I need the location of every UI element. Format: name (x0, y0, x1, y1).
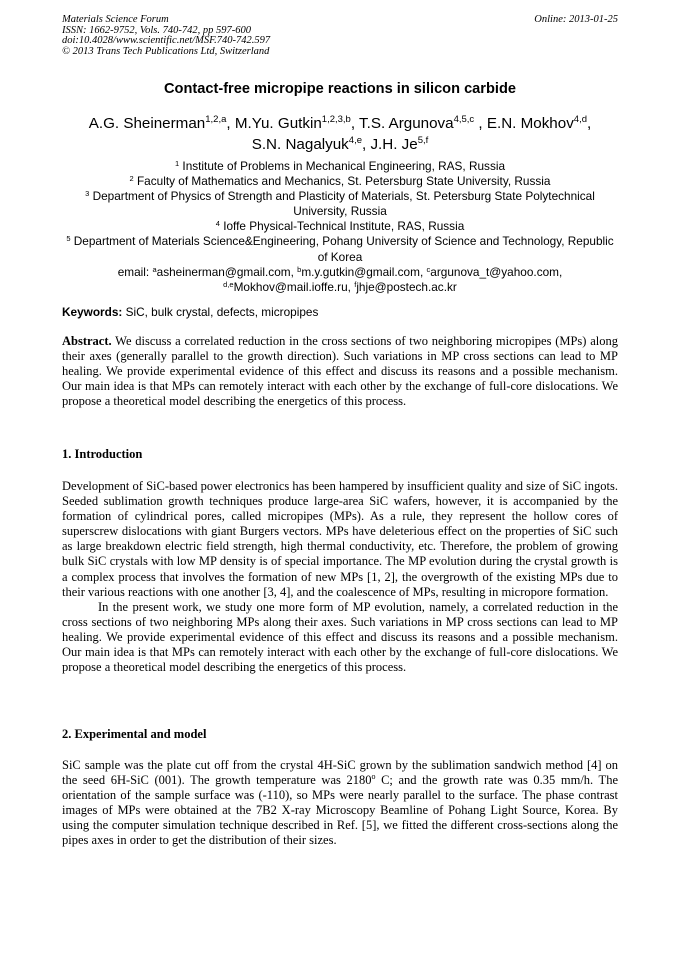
journal-header (62, 15, 618, 57)
email-sup: c (426, 264, 431, 274)
abstract-label: Abstract. (62, 334, 112, 348)
email-address[interactable]: Mokhov@mail.ioffe.ru (233, 279, 348, 294)
author-affiliation-sup: 1,2,a (205, 114, 227, 125)
author-name: S.N. Nagalyuk (251, 135, 349, 153)
abstract-text: We discuss a correlated reduction in the cross sections of two neighboring micropipes (MPs) along their axes (generally parallel to the growth direction). Such variations in MP cross sections can lead to MP healing. We provide experimental evidence of this effect and discuss its reasons and a possible mechanism. Our main idea is that MPs can remotely interact with each other by the exchange of full-core dislocations. We propose a theoretical model describing the energetics of this process. (62, 334, 618, 409)
email-sup: f (354, 279, 357, 289)
paragraph-text: C; and the growth rate was 0.35 mm/h. The orientation of the sample surface was (-110), so MPs were nearly parallel to the surface. The phase contrast images of MPs were obtained at the 7B2 X-ray Microscopy Beamline of Pohang Light Source, Korea. By using the computer simulation technique described in Ref. [5], we fitted the different cross-sections along the pipes axes in order to get the distribution of their sizes. (62, 773, 618, 848)
affiliation (62, 234, 618, 264)
author-name: A.G. Sheinerman (88, 115, 206, 132)
author-separator: , (350, 115, 360, 132)
email-prefix: email: (117, 264, 153, 279)
paragraph: In the present work, we study one more form of MP evolution, namely, a correlated reduction in the cross sections of two neighboring MPs along their axes. Such variations in MP cross sections can lead to MP healing. We provide experimental evidence of this effect and discuss its reasons and a possible mechanism. Our main idea is that MPs can remotely interact with each other by the exchange of full-core dislocations. We propose a theoretical model describing the energetics of this process. (62, 599, 618, 675)
keywords (62, 305, 618, 319)
affiliation (62, 174, 618, 189)
journal-doi: doi:10.4028/www.scientific.net/MSF.740-742.597 (62, 35, 271, 47)
affiliation (62, 189, 618, 219)
author (235, 115, 351, 132)
affiliation-number: 1 (174, 159, 180, 168)
keywords-label: Keywords: (62, 305, 123, 319)
email-address[interactable]: m.y.gutkin@gmail.com (301, 264, 420, 279)
affiliation-list (62, 159, 618, 295)
author-separator: , (362, 135, 371, 153)
online-date: Online: 2013-01-25 (534, 14, 618, 25)
author-affiliation-sup: 4,5,c (453, 114, 475, 125)
author-name: E.N. Mokhov (486, 115, 574, 132)
author (359, 115, 474, 132)
author-name: J.H. Je (370, 135, 418, 153)
experimental-paragraph (62, 758, 618, 849)
author-name: M.Yu. Gutkin (234, 115, 322, 132)
email-line: email: $^a$asheinerman@gmail.com, $^b$m.y.gutkin@gmail.com, $^c$argunova_t@yahoo.com, (117, 264, 563, 279)
section-heading-introduction: 1. Introduction (62, 447, 143, 461)
introduction-body (62, 479, 618, 675)
email-address[interactable]: asheinerman@gmail.com (156, 264, 291, 279)
affiliation-text: Department of Materials Science&Engineering, Pohang University of Science and Technology, Republic of Korea (73, 234, 614, 264)
author-name: T.S. Argunova (359, 115, 454, 132)
affiliation (62, 159, 618, 174)
author-affiliation-sup: 1,2,3,b (321, 114, 351, 125)
email-sup: d,e (223, 279, 234, 289)
author-affiliation-sup: 4,e (348, 134, 362, 146)
author (487, 115, 587, 132)
email-sup: a (152, 264, 157, 274)
author-separator: , (474, 115, 487, 132)
author-affiliation-sup: 4,d (573, 114, 588, 125)
affiliation-text: Department of Physics of Strength and Plasticity of Materials, St. Petersburg State Polytechnical University, Russia (92, 189, 595, 219)
author-list (62, 114, 618, 155)
affiliation (62, 219, 618, 234)
paragraph: Development of SiC-based power electronics has been hampered by insufficient quality and size of SiC ingots. Seeded sublimation growth techniques produce large-area SiC wafers, however, it is accompanied by the formation of cylindrical pores, called micropipes (MPs). As a rule, they represent the hollow cores of superscrew dislocations with giant Burgers vectors. MPs have deleterious effect on the properties of SiC such as large breakdown electric field strength, high thermal conductivity, etc. Therefore, the problem of growing bulk SiC crystals with low MP density is of special importance. The MP evolution during the crystal growth is a complex process that involves the formation of new MPs [1, 2], the overgrowth of the existing MPs due to their various reactions with one another [3, 4], and the coalescence of MPs, resulting in micropore formation. (62, 479, 618, 599)
affiliation-text: Institute of Problems in Mechanical Engineering, RAS, Russia (182, 159, 506, 173)
author (370, 136, 428, 153)
affiliation-text: Ioffe Physical-Technical Institute, RAS, Russia (223, 219, 465, 234)
paragraph-text: SiC sample was the plate cut off from the crystal 4H-SiC grown by the sublimation sandwich method [4] on the seed 6H-SiC (001). The growth temperature was 2180 (62, 758, 618, 788)
paper-title: Contact-free micropipe reactions in silicon carbide (164, 81, 516, 97)
section-heading-experimental: 2. Experimental and model (62, 727, 207, 741)
author (89, 115, 227, 132)
author-separator: , (226, 115, 235, 132)
author-affiliation-sup: 5,f (417, 134, 429, 146)
journal-issn: ISSN: 1662-9752, Vols. 740-742, pp 597-600 (62, 24, 251, 36)
email-sup: b (297, 264, 302, 274)
affiliation-number: 2 (129, 174, 134, 184)
journal-copyright: © 2013 Trans Tech Publications Ltd, Switzerland (62, 45, 270, 57)
email-address[interactable]: argunova_t@yahoo.com (430, 264, 559, 279)
degree-sup: o (371, 772, 376, 782)
affiliation-number: 5 (66, 234, 71, 244)
keywords-text: SiC, bulk crystal, defects, micropipes (125, 305, 319, 319)
journal-name: Materials Science Forum (62, 14, 169, 25)
affiliation-text: Faculty of Mathematics and Mechanics, St. Petersburg State University, Russia (136, 174, 551, 189)
affiliation-number: 4 (215, 219, 220, 229)
email-address[interactable]: jhje@postech.ac.kr (356, 279, 457, 294)
author (252, 136, 362, 153)
affiliation-number: 3 (85, 189, 90, 199)
author-separator: , (587, 115, 592, 132)
email-line: $^{d,e}$Mokhov@mail.ioffe.ru, $^f$jhje@postech.ac.kr (223, 279, 457, 294)
abstract (62, 334, 618, 409)
